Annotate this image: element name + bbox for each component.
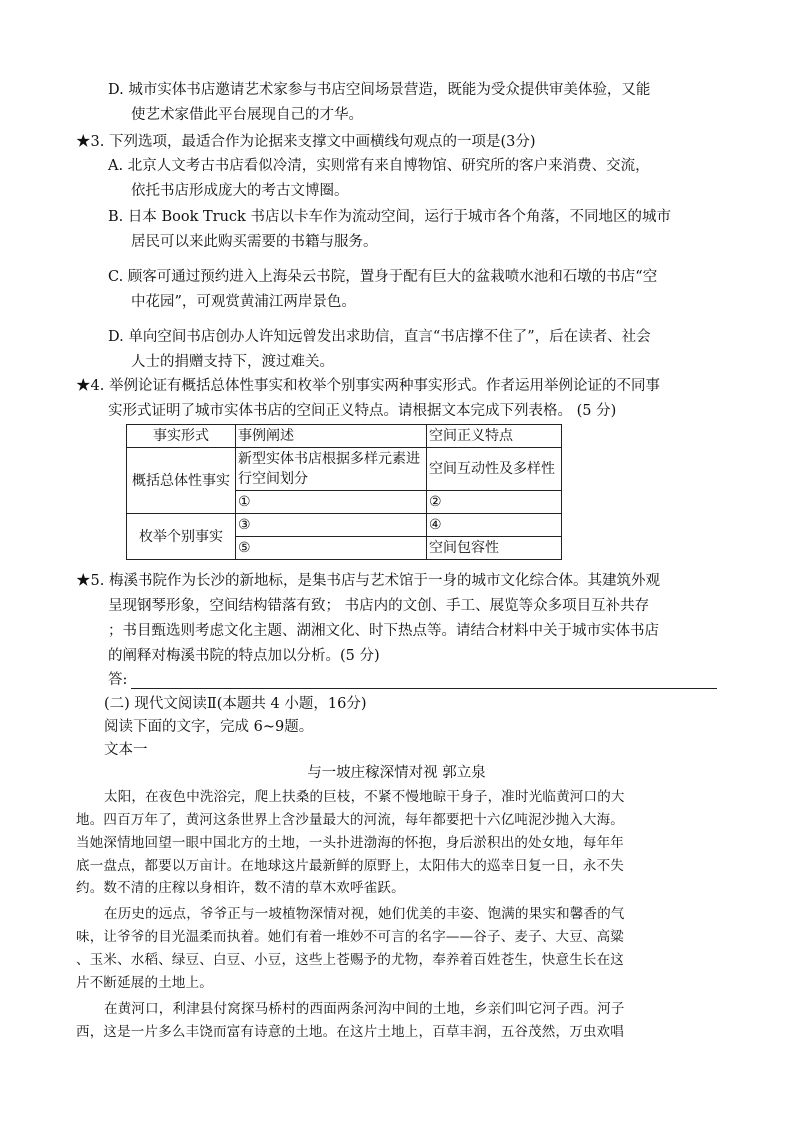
passage-p3-line1: 在黄河口，利津县付窝探马桥村的西面两条河沟中间的土地，乡亲们叫它河子西。河子 (104, 1001, 625, 1017)
table-header-row (127, 425, 562, 448)
q3-option-b-line1: B. 日本 Book Truck 书店以卡车作为流动空间，运行于城市各个角落，不同地区的城市 (108, 209, 671, 225)
passage-p2-line1: 在历史的远点，爷爷正与一坡植物深情对视，她们优美的丰姿、饱满的果实和馨香的气 (104, 906, 625, 922)
q3-option-b-line2: 居民可以来此购买需要的书籍与服务。 (131, 234, 378, 250)
passage-p1-line4: 底一盘点，都要以万亩计。在地球这片最新鲜的原野上，太阳伟大的巡幸日复一日，永不失 (76, 858, 624, 874)
inclusiveness-cell: 空间包容性 (427, 537, 562, 560)
blank-2-cell[interactable]: ② (427, 491, 562, 514)
q2-option-d-line1: D. 城市实体书店邀请艺术家参与书店空间场景营造，既能为受众提供审美体验，又能 (108, 82, 651, 98)
q3-option-c-line1: C. 顾客可通过预约进入上海朵云书院，置身于配有巨大的盆栽喷水池和石墩的书店“空 (108, 269, 658, 285)
passage-p2-line3: 、玉米、水稻、绿豆、白豆、小豆，这些上苍赐予的尤物，奉养着百姓苍生，快意生长在这 (76, 952, 624, 968)
section2-heading: (二) 现代文阅读Ⅱ(本题共 4 小题，16分) (104, 696, 367, 712)
blank-4-cell[interactable]: ④ (427, 514, 562, 537)
passage-p3-line2: 西，这是一片多么丰饶而富有诗意的土地。在这片土地上，百草丰润，五谷茂然，万虫欢唱 (76, 1024, 624, 1040)
passage-title: 与一坡庄稼深情对视 郭立泉 (307, 765, 486, 781)
q4-stem-line2: 实形式证明了城市实体书店的空间正义特点。请根据文本完成下列表格。 (5 分) (108, 403, 617, 419)
table-row (127, 514, 562, 537)
text-label: 文本一 (104, 742, 148, 758)
q5-stem-line1: ★5. 梅溪书院作为长沙的新地标，是集书店与艺术馆于一身的城市文化综合体。其建筑外观 (76, 573, 660, 589)
q3-stem: ★3. 下列选项，最适合作为论据来支撑文中画横线句观点的一项是(3分) (76, 134, 536, 150)
q3-option-a-line2: 依托书店形成庞大的考古文博圈。 (131, 183, 349, 199)
general-fact-label: 概括总体性事实 (127, 448, 236, 514)
q3-option-a-line1: A. 北京人文考古书店看似冷清，实则常有来自博物馆、研究所的客户来消费、交流， (108, 158, 650, 174)
q3-option-d-line1: D. 单向空间书店创办人许知远曾发出求助信，直言“书店撑不住了”，后在读者、社会 (108, 329, 651, 345)
q3-option-c-line2: 中花园”，可观赏黄浦江两岸景色。 (131, 294, 356, 310)
header-example: 事例阐述 (236, 425, 427, 448)
answer-label: 答: (108, 672, 128, 688)
q5-stem-line2: 呈现钢琴形象，空间结构错落有致； 书店内的文创、手工、展览等众多项目互补共存 (108, 598, 650, 614)
header-fact-form: 事实形式 (127, 425, 236, 448)
q4-stem-line1: ★4. 举例论证有概括总体性事实和枚举个别事实两种事实形式。作者运用举例论证的不同事 (76, 378, 660, 394)
answer-line[interactable] (131, 688, 717, 689)
passage-p1-line3: 当她深情地回望一眼中国北方的土地，一头扑进渤海的怀抱，身后淤积出的处女地，每年年 (76, 835, 624, 851)
general-example-cell: 新型实体书店根据多样元素进行空间划分 (236, 448, 427, 491)
q2-option-d-line2: 使艺术家借此平台展现自己的才华。 (131, 107, 363, 123)
passage-p1-line2: 地。四百万年了，黄河这条世界上含沙量最大的河流，每年都要把十六亿吨泥沙抛入大海。 (76, 812, 624, 828)
table-row (127, 448, 562, 491)
general-feature-cell: 空间互动性及多样性 (427, 448, 562, 491)
passage-p1-line1: 太阳，在夜色中洗浴完，爬上扶桑的巨枝，不紧不慢地晾干身子，准时光临黄河口的大 (104, 789, 625, 805)
passage-p2-line2: 味，让爷爷的目光温柔而执着。她们有着一堆妙不可言的名字——谷子、麦子、大豆、高粱 (76, 929, 624, 945)
q5-stem-line4: 的阐释对梅溪书院的特点加以分析。(5 分) (108, 648, 380, 664)
fact-form-table (126, 424, 562, 560)
header-spatial-feature: 空间正义特点 (427, 425, 562, 448)
passage-p2-line4: 片不断延展的土地上。 (76, 975, 213, 991)
blank-3-cell[interactable]: ③ (236, 514, 427, 537)
section2-instruction: 阅读下面的文字，完成 6~9题。 (104, 719, 314, 735)
individual-fact-label: 枚举个别事实 (127, 514, 236, 560)
q5-stem-line3: ；书目甄选则考虑文化主题、湖湘文化、时下热点等。请结合材料中关于城市实体书店 (108, 623, 659, 639)
blank-1-cell[interactable]: ① (236, 491, 427, 514)
passage-p1-line5: 约。数不清的庄稼以身相许，数不清的草木欢呼雀跃。 (76, 880, 405, 896)
q3-option-d-line2: 人士的捐赠支持下，渡过难关。 (131, 354, 334, 370)
blank-5-cell[interactable]: ⑤ (236, 537, 427, 560)
